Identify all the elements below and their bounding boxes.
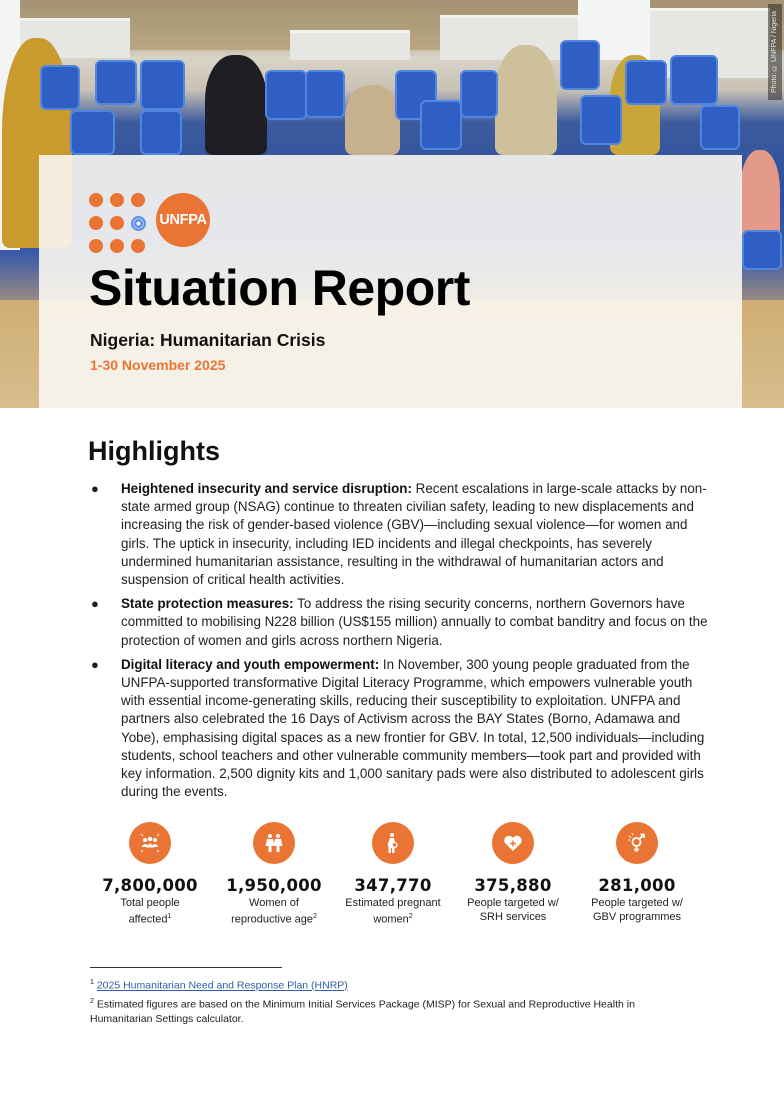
stat-label: Estimated pregnant women$^2$: [345, 897, 441, 926]
stat-value: 375,880: [474, 876, 552, 895]
highlights-heading: Highlights: [88, 436, 220, 466]
key-figures: [90, 822, 700, 932]
hnrp-link[interactable]: 2025 Humanitarian Need and Response Plan (HNRP): [96, 979, 348, 992]
backpack: [70, 110, 115, 155]
backpack: [742, 230, 782, 270]
footnote-1: [90, 975, 690, 994]
stat-value: 1,950,000: [226, 876, 322, 895]
footnote-marker: 2: [90, 997, 94, 1005]
highlight-text: Recent escalations in large-scale attacks by non-state armed group (NSAG) continue to threaten civilian safety, leading to new displacements and increasing the risk of gender-based violence (GBV)—including sexual violence—for women and girls. The uptick in insecurity, including IED incidents and illegal checkpoints, has severely undermined humanitarian assistance, resulting in the withdrawal of humanitarian actors and suspension of critical health activities.: [121, 481, 707, 588]
stat-srh-services: [448, 822, 578, 924]
gender-symbol-icon: [616, 822, 658, 864]
highlight-lead: State protection measures:: [121, 596, 294, 612]
photo-credit: Photo: © UNFPA / Nigeria: [768, 4, 782, 100]
two-women-icon: [253, 822, 295, 864]
highlight-text: To address the rising security concerns, northern Governors have committed to mobilising N228 billion (US$155 million) annually to combat banditry and focus on the protection of women and girls across northern Nigeria.: [121, 596, 708, 648]
backpack: [420, 100, 462, 150]
report-title: Situation Report: [89, 260, 470, 316]
footnote-marker: 1: [90, 979, 94, 986]
backpack: [700, 105, 740, 150]
highlight-item-insecurity: [88, 480, 708, 589]
person: [205, 55, 267, 155]
person: [345, 85, 400, 155]
logo-dot: [89, 216, 103, 230]
stat-label: Total people affected$^1$: [120, 897, 180, 926]
logo-dot: [89, 239, 103, 253]
stat-label: Women of reproductive age$^2$: [231, 897, 317, 926]
highlight-lead: Digital literacy and youth empowerment:: [121, 656, 380, 672]
backpack: [305, 70, 345, 118]
logo-dot: [110, 193, 124, 207]
person: [740, 150, 780, 240]
people-group-icon: [129, 822, 171, 864]
report-subtitle: Nigeria: Humanitarian Crisis: [90, 330, 326, 350]
heart-plus-icon: [492, 822, 534, 864]
footnote-ref[interactable]: 2: [408, 913, 413, 920]
logo-dot: [131, 239, 145, 253]
footnote-2: [90, 994, 690, 1028]
footnote-text: Estimated figures are based on the Minimum Initial Services Package (MISP) for Sexual and Reproductive Health in Humanitarian Settings calculator.: [90, 998, 635, 1025]
backpack: [670, 55, 718, 105]
backpack: [265, 70, 307, 120]
unfpa-logo: [89, 193, 219, 255]
un-emblem-icon: [131, 216, 146, 231]
footnote-ref[interactable]: 1: [167, 913, 172, 920]
stat-label: People targeted w/ GBV programmes: [591, 897, 683, 923]
footnote-ref[interactable]: 2: [313, 913, 317, 920]
unfpa-wordmark: UNFPA: [156, 193, 210, 247]
logo-dot: [89, 193, 103, 207]
stat-gbv-programmes: [572, 822, 702, 924]
backpack: [460, 70, 498, 118]
stat-value: 7,800,000: [102, 876, 198, 895]
stat-value: 347,770: [354, 876, 432, 895]
backpack: [560, 40, 600, 90]
footnote-divider: [90, 967, 282, 968]
stat-women-reproductive-age: [209, 822, 339, 927]
highlight-text: In November, 300 young people graduated from the UNFPA-supported transformative Digital Literacy Programme, which empowers vulnerable youth with essential income-generating skills, reducing their susceptibility to exploitation. UNFPA and partners also celebrated the 16 Days of Activism across the BAY States (Borno, Adamawa and Yobe), emphasising digital spaces as a new frontier for GBV. In total, 12,500 individuals—including students, school teachers and other vulnerable community members—took part and provided with key information. 2,500 dignity kits and 1,000 sanitary pads were also distributed to adolescent girls during the events.: [121, 656, 705, 800]
pregnant-woman-icon: [372, 822, 414, 864]
highlight-lead: Heightened insecurity and service disruption:: [121, 481, 412, 496]
backpack: [625, 60, 667, 105]
bullet-icon: ●: [91, 656, 99, 672]
logo-dot: [110, 216, 124, 230]
report-date-range: 1-30 November 2025: [90, 357, 226, 373]
stat-value: 281,000: [598, 876, 676, 895]
highlights-list: [88, 480, 708, 807]
bullet-icon: ●: [91, 596, 99, 612]
backpack: [95, 60, 137, 105]
logo-dot: [131, 193, 145, 207]
footnotes: [90, 975, 690, 1027]
title-panel: [39, 155, 742, 408]
stat-pregnant-women: [328, 822, 458, 927]
tent: [290, 30, 410, 60]
backpack: [40, 65, 80, 110]
stat-label: People targeted w/ SRH services: [467, 897, 559, 923]
person: [495, 45, 557, 155]
bullet-icon: ●: [91, 481, 99, 496]
logo-dot: [110, 239, 124, 253]
backpack: [140, 110, 182, 155]
highlight-item-state-protection: [88, 595, 708, 650]
highlight-item-digital-literacy: [88, 656, 708, 802]
backpack: [140, 60, 185, 110]
backpack: [580, 95, 622, 145]
stat-total-affected: [85, 822, 215, 927]
